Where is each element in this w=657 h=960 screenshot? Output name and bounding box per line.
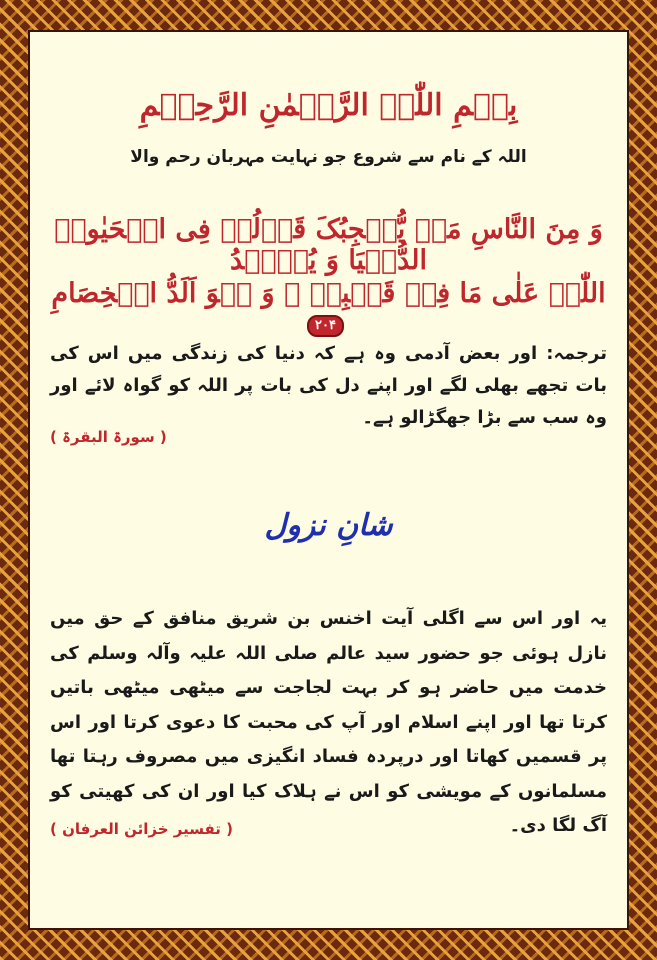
body-text: یہ اور اس سے اگلی آیت اخنس بن شریق منافق کے حق میں نازل ہوئی جو حضور سید عالم صلی اللہ علیہ وآلہ وسلم کی خدمت میں حاضر ہو کر بہت لجاجت سے میٹھی میٹھی باتیں کرتا تھا اور اپنے اسلام اور آپ کی محبت کا دعوی کرتا اور اس پر قسمیں کھاتا اور درپردہ فساد انگیزی میں مصروف رہتا تھا مسلمانوں کے مویشی کو اس نے ہلاک کیا اور ان کی کھیتی کو آگ لگا دی۔	[50, 608, 607, 836]
ayah-line-2	[50, 278, 607, 340]
ayah-number-marker: ۲۰۴	[307, 315, 344, 337]
translation-text: ترجمہ: اور بعض آدمی وہ ہے کہ دنیا کی زندگی میں اس کی بات تجھے بھلی لگے اور اپنے دل کی بات پر اللہ کو گواہ لائے اور وہ سب سے بڑا جھگڑالو ہے۔	[50, 343, 607, 428]
section-heading: شانِ نزول	[264, 508, 393, 543]
bismillah-translation: اللہ کے نام سے شروع جو نہایت مہربان رحم والا	[130, 147, 527, 167]
bismillah: بِسۡمِ اللّٰہِ الرَّحۡمٰنِ الرَّحِیۡمِ	[139, 88, 518, 123]
ayah-line-1: وَ مِنَ النَّاسِ مَنۡ یُّعۡجِبُکَ قَوۡلُہٗ فِی الۡحَیٰوۃِ الدُّنۡیَا وَ یُشۡہِدُ	[54, 214, 603, 276]
source-tafsir: ( تفسیر خزائن العرفان )	[50, 820, 233, 838]
page-content	[28, 30, 629, 930]
source-surah: ( سورۃ البقرۃ )	[50, 428, 167, 446]
ayah-line-2-text: اللّٰہَ عَلٰی مَا فِیۡ قَلۡبِہٖ ۙ وَ ہُوَ اَلَدُّ الۡخِصَامِ	[51, 278, 606, 309]
